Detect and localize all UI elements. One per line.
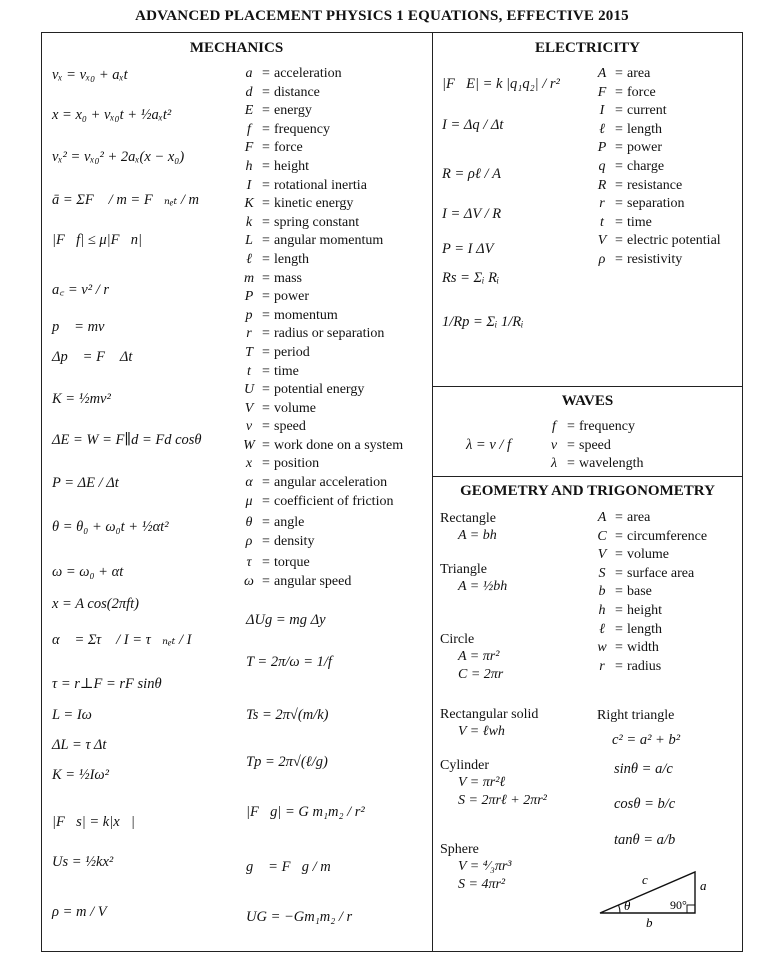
- mechanics-equation-right: T = 2π/ω = 1/f: [246, 654, 332, 670]
- variable-definition: force: [627, 84, 656, 100]
- right-triangle-label: Right triangle: [597, 708, 675, 723]
- variable-definition: power: [274, 289, 309, 305]
- mechanics-variable-row: [240, 270, 403, 289]
- mechanics-equation: ā = ΣF⃗ / m = F⃗ₙₑₜ / m: [52, 192, 199, 208]
- mechanics-variable-row: [240, 363, 403, 382]
- equals-sign: =: [262, 251, 270, 267]
- mechanics-variable-row: [240, 307, 403, 326]
- mechanics-variable-row: [240, 533, 403, 552]
- mechanics-variable-row: [240, 437, 403, 456]
- variable-definition: kinetic energy: [274, 196, 354, 212]
- section-divider-geometry: [432, 476, 743, 477]
- equals-sign: =: [615, 177, 623, 193]
- variable-definition: resistivity: [627, 251, 683, 267]
- variable-definition: current: [627, 103, 667, 119]
- shape-formula: C = 2πr: [458, 667, 504, 683]
- equals-sign: =: [615, 251, 623, 267]
- variable-definition: force: [274, 140, 303, 156]
- right-triangle-diagram: [590, 860, 720, 930]
- mechanics-equation: Δp⃗ = F⃗ Δt: [52, 349, 133, 365]
- mechanics-variable-row: [240, 84, 403, 103]
- variable-definition: angle: [274, 515, 305, 531]
- mechanics-equation: vₓ = vₓ₀ + aₓt: [52, 67, 128, 83]
- variable-definition: frequency: [579, 419, 635, 434]
- mechanics-variable-row: [240, 195, 403, 214]
- electricity-equation: R = ρℓ / A: [442, 166, 502, 182]
- variable-symbol: P: [244, 289, 254, 305]
- geometry-variable-row: [593, 509, 707, 528]
- shape-formula: V = πr²ℓ: [458, 775, 506, 790]
- angle-theta-label: θ: [624, 898, 631, 913]
- equals-sign: =: [262, 344, 270, 360]
- equals-sign: =: [262, 437, 270, 453]
- equals-sign: =: [262, 574, 270, 590]
- mechanics-variable-row: [240, 418, 403, 437]
- variable-definition: work done on a system: [274, 437, 404, 453]
- equals-sign: =: [262, 533, 270, 549]
- geometry-shape-block: [440, 562, 507, 596]
- equals-sign: =: [262, 270, 270, 286]
- mechanics-equation-right: UG = −Gm₁m₂ / r: [246, 909, 353, 925]
- mechanics-equation-right: |F⃗g| = G m₁m₂ / r²: [246, 804, 365, 820]
- variable-definition: distance: [274, 84, 320, 100]
- variable-definition: rotational inertia: [274, 177, 367, 193]
- electricity-variable-row: [593, 251, 721, 270]
- electricity-equation: Rs = Σᵢ Rᵢ: [442, 270, 500, 286]
- variable-definition: speed: [274, 419, 306, 435]
- mechanics-equation: a꜀ = v² / r: [52, 282, 110, 298]
- geometry-shape-block: [440, 707, 538, 741]
- equals-sign: =: [615, 547, 623, 563]
- variable-symbol: S: [598, 565, 606, 581]
- equals-sign: =: [567, 437, 575, 453]
- mechanics-equation: K = ½mv²: [52, 391, 111, 407]
- mechanics-equation: L = Iω: [52, 707, 92, 723]
- mechanics-equation: x = x₀ + vₓ₀t + ½aₓt²: [52, 107, 172, 123]
- equals-sign: =: [262, 66, 270, 81]
- mechanics-variable-row: [240, 554, 403, 573]
- equals-sign: =: [262, 214, 270, 230]
- equals-sign: =: [615, 565, 623, 581]
- geometry-variable-row: [593, 621, 707, 640]
- mechanics-variable-row: [240, 139, 403, 158]
- variable-symbol: b: [598, 584, 606, 600]
- variable-symbol: r: [599, 658, 605, 674]
- variable-definition: period: [274, 344, 310, 360]
- shape-formula: V = ℓwh: [458, 724, 505, 739]
- variable-definition: momentum: [274, 307, 338, 323]
- equals-sign: =: [262, 493, 270, 509]
- variable-definition: volume: [627, 547, 669, 563]
- variable-definition: torque: [274, 555, 310, 571]
- equals-sign: =: [262, 196, 270, 212]
- mechanics-variables: [240, 65, 403, 592]
- variable-definition: acceleration: [274, 66, 342, 81]
- shape-formula: S = 2πrℓ + 2πr²: [458, 793, 547, 809]
- mechanics-equation: |F⃗f| ≤ μ|F⃗n|: [52, 232, 142, 248]
- equals-sign: =: [567, 456, 575, 472]
- trig-formula: cosθ = b/c: [614, 796, 676, 812]
- trig-formula: tanθ = a/b: [614, 832, 676, 848]
- variable-symbol: α: [245, 475, 253, 491]
- variable-symbol: R: [597, 177, 607, 193]
- shape-formula: A = ½bh: [458, 579, 508, 594]
- variable-definition: resistance: [627, 177, 683, 193]
- equals-sign: =: [262, 400, 270, 416]
- equals-sign: =: [615, 84, 623, 100]
- right-angle-marker: [687, 905, 695, 913]
- shape-formula: A = πr²: [458, 649, 500, 664]
- mechanics-variable-row: [240, 493, 403, 512]
- mechanics-equation: ΔE = W = F∥d = Fd cosθ: [52, 432, 202, 448]
- variable-symbol: F: [597, 84, 607, 100]
- variable-definition: time: [627, 214, 652, 230]
- variable-symbol: V: [244, 400, 254, 416]
- shape-formula: V = ⁴⁄₃πr³: [458, 859, 512, 874]
- equals-sign: =: [615, 140, 623, 156]
- shape-name: Rectangle: [440, 511, 496, 526]
- equals-sign: =: [262, 158, 270, 174]
- variable-symbol: q: [598, 158, 606, 174]
- electricity-equation: I = ΔV / R: [442, 206, 502, 222]
- electricity-variable-row: [593, 177, 721, 196]
- variable-symbol: ρ: [598, 251, 606, 267]
- mechanics-equation: vₓ² = vₓ₀² + 2aₓ(x − x₀): [52, 149, 185, 165]
- geometry-variable-row: [593, 583, 707, 602]
- variable-definition: electric potential: [627, 233, 721, 249]
- electricity-variables: [593, 65, 721, 270]
- geometry-variables: [593, 509, 707, 676]
- variable-definition: radius: [627, 658, 662, 674]
- equals-sign: =: [262, 121, 270, 137]
- equals-sign: =: [262, 363, 270, 379]
- variable-symbol: F: [244, 140, 254, 156]
- electricity-variable-row: [593, 214, 721, 233]
- equals-sign: =: [615, 528, 623, 544]
- equals-sign: =: [615, 158, 623, 174]
- variable-definition: angular momentum: [274, 233, 384, 249]
- equals-sign: =: [262, 84, 270, 100]
- variable-definition: mass: [274, 270, 302, 286]
- variable-definition: length: [274, 251, 309, 267]
- variable-symbol: W: [243, 437, 255, 453]
- mechanics-equation: ρ = m / V: [52, 904, 107, 920]
- mechanics-heading: MECHANICS: [189, 40, 284, 56]
- electricity-heading: ELECTRICITY: [534, 40, 641, 56]
- variable-symbol: I: [246, 177, 252, 193]
- equals-sign: =: [262, 456, 270, 472]
- mechanics-variable-row: [240, 251, 403, 270]
- electricity-variable-row: [593, 84, 721, 103]
- shape-name: Cylinder: [440, 758, 489, 773]
- mechanics-equation: ω = ω₀ + αt: [52, 564, 124, 580]
- electricity-equation: |F⃗E| = k |q₁q₂| / r²: [442, 76, 560, 92]
- mechanics-variable-row: [240, 65, 403, 84]
- page-title: ADVANCED PLACEMENT PHYSICS 1 EQUATIONS, EFFECTIVE 2015: [135, 8, 629, 24]
- shape-name: Rectangular solid: [440, 707, 539, 722]
- waves-variable-row: [545, 455, 644, 474]
- wavelength-equation: λ = v / f: [466, 437, 512, 453]
- equals-sign: =: [262, 233, 270, 249]
- variable-symbol: w: [597, 640, 607, 656]
- variable-symbol: E: [244, 103, 254, 119]
- mechanics-variable-row: [240, 214, 403, 233]
- equals-sign: =: [615, 510, 623, 525]
- variable-symbol: t: [247, 363, 251, 379]
- variable-symbol: K: [244, 196, 254, 212]
- variable-definition: length: [627, 121, 662, 137]
- variable-definition: potential energy: [274, 382, 365, 398]
- variable-definition: coefficient of friction: [274, 493, 394, 509]
- variable-symbol: λ: [550, 456, 558, 472]
- mechanics-variable-row: [240, 288, 403, 307]
- equals-sign: =: [615, 233, 623, 249]
- mechanics-variable-row: [240, 325, 403, 344]
- geometry-variable-row: [593, 546, 707, 565]
- equals-sign: =: [615, 640, 623, 656]
- variable-definition: frequency: [274, 121, 330, 137]
- variable-definition: surface area: [627, 565, 695, 581]
- variable-symbol: V: [597, 547, 607, 563]
- variable-symbol: ρ: [245, 533, 253, 549]
- variable-definition: area: [627, 66, 651, 81]
- mechanics-equation: P = ΔE / Δt: [52, 475, 119, 491]
- electricity-variable-row: [593, 102, 721, 121]
- variable-symbol: r: [599, 196, 605, 212]
- variable-symbol: r: [246, 326, 252, 342]
- equals-sign: =: [615, 103, 623, 119]
- variable-definition: energy: [274, 103, 312, 119]
- mechanics-equation: |F⃗s| = k|x⃗|: [52, 814, 135, 830]
- electricity-variable-row: [593, 232, 721, 251]
- electricity-variable-row: [593, 195, 721, 214]
- equals-sign: =: [262, 177, 270, 193]
- variable-definition: height: [274, 158, 309, 174]
- shape-name: Sphere: [440, 842, 479, 857]
- mechanics-variable-row: [240, 381, 403, 400]
- variable-symbol: μ: [245, 493, 253, 509]
- equals-sign: =: [262, 475, 270, 491]
- variable-symbol: f: [247, 121, 251, 137]
- side-a-label: a: [700, 878, 707, 893]
- variable-symbol: d: [245, 84, 253, 100]
- variable-symbol: τ: [246, 555, 252, 571]
- variable-definition: circumference: [627, 528, 708, 544]
- electricity-equation: P = I ΔV: [442, 241, 494, 257]
- equals-sign: =: [615, 214, 623, 230]
- waves-variable-row: [545, 437, 644, 456]
- mechanics-equation: ΔL = τ Δt: [52, 737, 107, 753]
- variable-symbol: C: [597, 528, 607, 544]
- variable-symbol: v: [245, 419, 253, 435]
- mechanics-variable-row: [240, 344, 403, 363]
- variable-symbol: A: [597, 510, 607, 525]
- equals-sign: =: [262, 326, 270, 342]
- equals-sign: =: [262, 289, 270, 305]
- shape-name: Circle: [440, 632, 475, 647]
- variable-definition: length: [627, 621, 662, 637]
- variable-definition: angular acceleration: [274, 475, 388, 491]
- electricity-equation: 1/Rp = Σᵢ 1/Rᵢ: [442, 314, 524, 330]
- electricity-equation: I = Δq / Δt: [442, 117, 504, 133]
- variable-symbol: h: [598, 602, 606, 618]
- mechanics-equation: θ = θ₀ + ω₀t + ½αt²: [52, 519, 169, 535]
- electricity-variable-row: [593, 139, 721, 158]
- variable-symbol: p: [245, 307, 253, 323]
- equals-sign: =: [262, 103, 270, 119]
- equals-sign: =: [262, 140, 270, 156]
- geometry-variable-row: [593, 528, 707, 547]
- variable-definition: height: [627, 602, 662, 618]
- shape-formula: S = 4πr²: [458, 877, 506, 893]
- equals-sign: =: [615, 196, 623, 212]
- variable-symbol: θ: [245, 515, 253, 531]
- variable-definition: spring constant: [274, 214, 360, 230]
- geometry-shape-block: [440, 511, 497, 545]
- waves-variable-row: [545, 418, 644, 437]
- electricity-variable-row: [593, 121, 721, 140]
- geometry-variable-row: [593, 658, 707, 677]
- mechanics-variable-row: [240, 232, 403, 251]
- variable-definition: position: [274, 456, 320, 472]
- mechanics-variable-row: [240, 121, 403, 140]
- mechanics-variable-row: [240, 573, 403, 592]
- equals-sign: =: [262, 515, 270, 531]
- variable-definition: charge: [627, 158, 665, 174]
- mechanics-equation-right: ΔUg = mg Δy: [246, 612, 326, 628]
- equals-sign: =: [615, 658, 623, 674]
- variable-definition: separation: [627, 196, 685, 212]
- mechanics-variable-row: [240, 177, 403, 196]
- trig-formula: c² = a² + b²: [612, 732, 681, 748]
- equals-sign: =: [615, 584, 623, 600]
- equals-sign: =: [262, 419, 270, 435]
- mechanics-equation: K = ½Iω²: [52, 767, 109, 783]
- equals-sign: =: [567, 419, 575, 434]
- shape-formula: A = bh: [458, 528, 497, 543]
- right-angle-label: 90°: [670, 898, 687, 912]
- shape-name: Triangle: [440, 562, 487, 577]
- waves-heading: WAVES: [561, 393, 614, 409]
- geometry-variable-row: [593, 639, 707, 658]
- mechanics-variable-row: [240, 158, 403, 177]
- variable-symbol: k: [245, 214, 253, 230]
- angle-arc: [619, 905, 621, 913]
- variable-symbol: V: [597, 233, 607, 249]
- mechanics-equation: x = A cos(2πft): [52, 596, 139, 612]
- variable-symbol: A: [597, 66, 607, 81]
- variable-symbol: P: [597, 140, 607, 156]
- mechanics-variable-row: [240, 455, 403, 474]
- variable-symbol: L: [245, 233, 253, 249]
- geometry-variable-row: [593, 565, 707, 584]
- variable-symbol: v: [550, 437, 558, 453]
- variable-definition: speed: [579, 437, 611, 453]
- variable-symbol: U: [243, 382, 255, 398]
- variable-symbol: ℓ: [599, 621, 605, 637]
- variable-definition: angular speed: [274, 574, 352, 590]
- equals-sign: =: [615, 602, 623, 618]
- variable-symbol: a: [245, 66, 253, 81]
- equals-sign: =: [615, 121, 623, 137]
- variable-definition: radius or separation: [274, 326, 385, 342]
- side-b-label: b: [646, 915, 653, 930]
- variable-definition: volume: [274, 400, 316, 416]
- mechanics-variable-row: [240, 474, 403, 493]
- side-c-label: c: [642, 872, 648, 887]
- mechanics-equation: τ = r⊥F = rF sinθ: [52, 676, 162, 692]
- equals-sign: =: [262, 555, 270, 571]
- mechanics-equation: p⃗ = mv⃗: [52, 319, 116, 335]
- electricity-variable-row: [593, 158, 721, 177]
- variable-symbol: x: [245, 456, 253, 472]
- mechanics-variable-row: [240, 102, 403, 121]
- variable-symbol: I: [599, 103, 605, 119]
- waves-variables: [545, 418, 644, 474]
- geometry-variable-row: [593, 602, 707, 621]
- equals-sign: =: [615, 621, 623, 637]
- equals-sign: =: [262, 307, 270, 323]
- variable-definition: time: [274, 363, 299, 379]
- mechanics-equation: Us = ½kx²: [52, 854, 114, 870]
- variable-definition: wavelength: [579, 456, 644, 472]
- trig-formula: sinθ = a/c: [614, 761, 673, 777]
- mechanics-equation-right: g⃗ = F⃗g / m: [246, 859, 331, 875]
- equals-sign: =: [262, 382, 270, 398]
- variable-symbol: f: [552, 419, 556, 434]
- variable-symbol: m: [243, 270, 255, 286]
- variable-definition: power: [627, 140, 662, 156]
- geometry-heading: GEOMETRY AND TRIGONOMETRY: [460, 483, 715, 499]
- mechanics-equation-right: Ts = 2π√(m/k): [246, 707, 329, 723]
- geometry-shape-block: [440, 758, 547, 810]
- electricity-variable-row: [593, 65, 721, 84]
- equals-sign: =: [615, 66, 623, 81]
- variable-definition: area: [627, 510, 651, 525]
- variable-symbol: T: [245, 344, 253, 360]
- variable-symbol: h: [245, 158, 253, 174]
- variable-symbol: ω: [244, 574, 254, 590]
- mechanics-variable-row: [240, 400, 403, 419]
- mechanics-equation: α⃗ = Στ⃗ / I = τ⃗ₙₑₜ / I: [52, 632, 192, 648]
- section-divider-waves: [432, 386, 743, 387]
- variable-definition: density: [274, 533, 315, 549]
- variable-definition: width: [627, 640, 659, 656]
- variable-symbol: t: [600, 214, 604, 230]
- geometry-shape-block: [440, 842, 511, 894]
- variable-definition: base: [627, 584, 652, 600]
- variable-symbol: ℓ: [599, 121, 605, 137]
- mechanics-equation-right: Tp = 2π√(ℓ/g): [246, 754, 328, 770]
- variable-symbol: ℓ: [246, 251, 252, 267]
- geometry-shape-block: [440, 632, 503, 684]
- mechanics-variable-row: [240, 514, 403, 533]
